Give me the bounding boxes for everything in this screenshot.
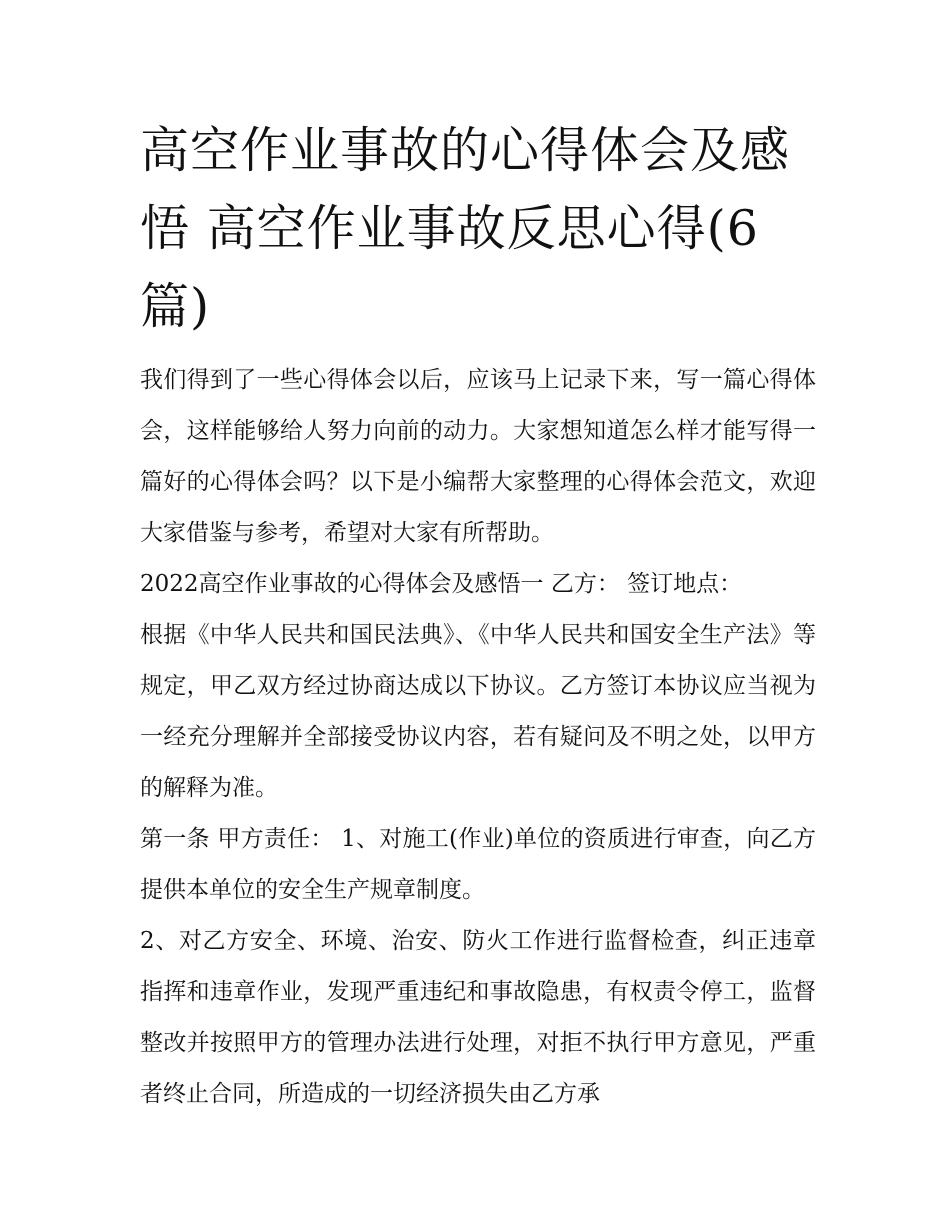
document-body: [140, 355, 816, 1120]
basis-paragraph: 根据《中华人民共和国民法典》、《中华人民共和国安全生产法》等规定，甲乙双方经过协商达成以下协议。乙方签订本协议应当视为一经充分理解并全部接受协议内容，若有疑问及不明之处，以甲方的解释为准。: [140, 622, 816, 801]
article-one-item-two: 2、对乙方安全、环境、治安、防火工作进行监督检查，纠正违章指挥和违章作业，发现严重违纪和事故隐患，有权责令停工，监督整改并按照甲方的管理办法进行处理，对拒不执行甲方意见，严重者终止合同，所造成的一切经济损失由乙方承: [140, 928, 816, 1107]
document-title: 高空作业事故的心得体会及感悟 高空作业事故反思心得(6篇): [140, 122, 791, 335]
article-one-paragraph: 第一条 甲方责任： 1、对施工(作业)单位的资质进行审查，向乙方提供本单位的安全生产规章制度。: [140, 826, 816, 903]
section-heading: 2022高空作业事故的心得体会及感悟一 乙方： 签订地点：: [140, 571, 743, 597]
intro-paragraph: 我们得到了一些心得体会以后，应该马上记录下来，写一篇心得体会，这样能够给人努力向前的动力。大家想知道怎么样才能写得一篇好的心得体会吗？以下是小编帮大家整理的心得体会范文，欢迎大家借鉴与参考，希望对大家有所帮助。: [140, 367, 816, 546]
